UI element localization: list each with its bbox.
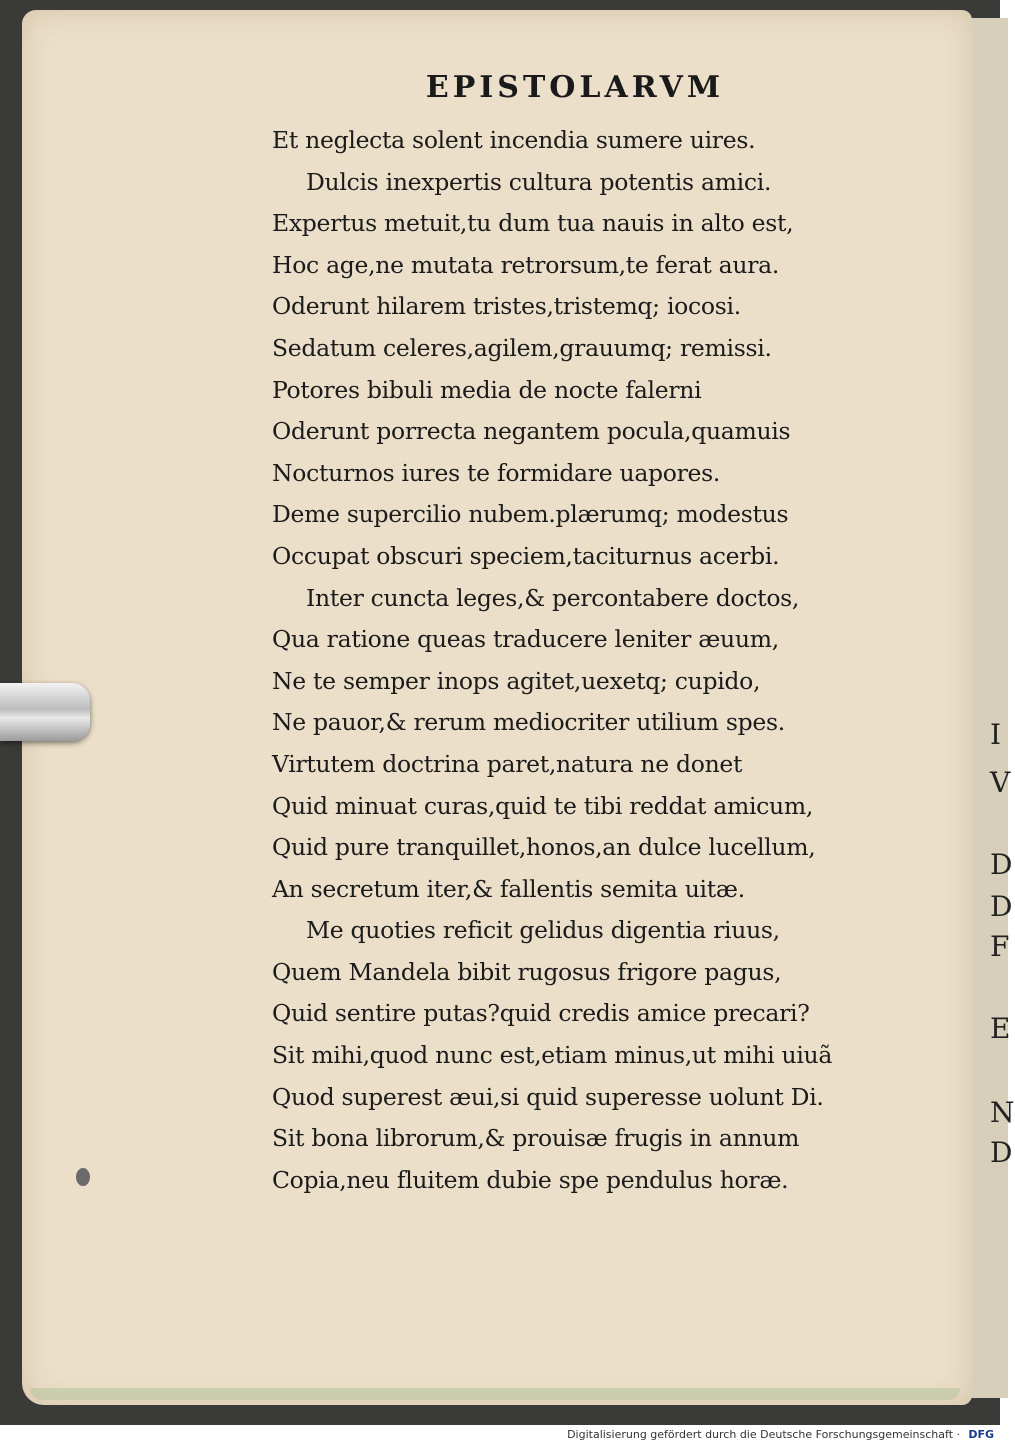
verse-line: Virtutem doctrina paret,natura ne donet	[272, 749, 743, 778]
verse-line: Sedatum celeres,agilem,grauumq; remissi.	[272, 333, 772, 362]
verse-line: Quid pure tranquillet,honos,an dulce lucellum,	[272, 833, 816, 862]
verse-line: Expertus metuit,tu dum tua nauis in alto est,	[272, 209, 794, 238]
verse-line: Ne te semper inops agitet,uexetq; cupido,	[272, 666, 761, 695]
verse-line: Quid minuat curas,quid te tibi reddat amicum,	[272, 791, 814, 820]
verse-line: Quem Mandela bibit rugosus frigore pagus,	[272, 957, 782, 986]
adjacent-page-letter: E	[990, 1012, 1011, 1045]
verse-line: Me quoties reficit gelidus digentia riuus,	[306, 916, 780, 945]
verse-line: Sit bona librorum,& prouisæ frugis in annum	[272, 1124, 800, 1153]
book-clamp	[0, 683, 90, 741]
verse-line: Oderunt porrecta negantem pocula,quamuis	[272, 417, 791, 446]
verse-line: An secretum iter,& fallentis semita uitæ.	[272, 874, 745, 903]
footer-bar	[0, 1425, 1000, 1447]
page-hole	[76, 1168, 90, 1186]
page-header: EPISTOLARVM	[425, 70, 725, 105]
verse-line: Deme supercilio nubem.plærumq; modestus	[272, 500, 789, 529]
verse-list	[272, 120, 892, 1201]
adjacent-page-letter: F	[990, 930, 1010, 963]
verse-line: Quod superest æui,si quid superesse uolunt Di.	[272, 1082, 824, 1111]
adjacent-page-edge	[968, 18, 1015, 1398]
adjacent-page-letter: I	[990, 718, 1002, 751]
verse-line: Oderunt hilarem tristes,tristemq; iocosi.	[272, 292, 741, 321]
verse-line: Qua ratione queas traducere leniter æuum,	[272, 625, 779, 654]
verse-line: Sit mihi,quod nunc est,etiam minus,ut mihi uiuã	[272, 1041, 833, 1070]
footer-credit: Digitalisierung gefördert durch die Deutsche Forschungsgemeinschaft ·	[567, 1428, 960, 1441]
dfg-logo: DFG	[968, 1428, 994, 1441]
adjacent-page-letter: N	[990, 1096, 1015, 1129]
verse-line: Et neglecta solent incendia sumere uires.	[272, 126, 756, 154]
adjacent-page-letter: D	[990, 890, 1013, 923]
adjacent-page-letter: V	[990, 766, 1011, 799]
verse-line: Quid sentire putas?quid credis amice precari?	[272, 999, 810, 1028]
adjacent-page-letter: D	[990, 848, 1013, 881]
verse-line: Inter cuncta leges,& percontabere doctos,	[306, 583, 800, 612]
verse-line: Ne pauor,& rerum mediocriter utilium spes.	[272, 708, 785, 737]
verse-line: Potores bibuli media de nocte falerni	[272, 375, 702, 404]
verse-line: Hoc age,ne mutata retrorsum,te ferat aura.	[272, 250, 780, 279]
verse-line: Occupat obscuri speciem,taciturnus acerbi.	[272, 541, 780, 570]
verse-line: Nocturnos iures te formidare uapores.	[272, 458, 721, 487]
page-bottom-edge	[30, 1388, 960, 1400]
verse-line: Copia,neu fluitem dubie spe pendulus horæ.	[272, 1165, 789, 1194]
verse-line: Dulcis inexpertis cultura potentis amici.	[306, 167, 772, 196]
adjacent-page-letter: D	[990, 1136, 1013, 1169]
